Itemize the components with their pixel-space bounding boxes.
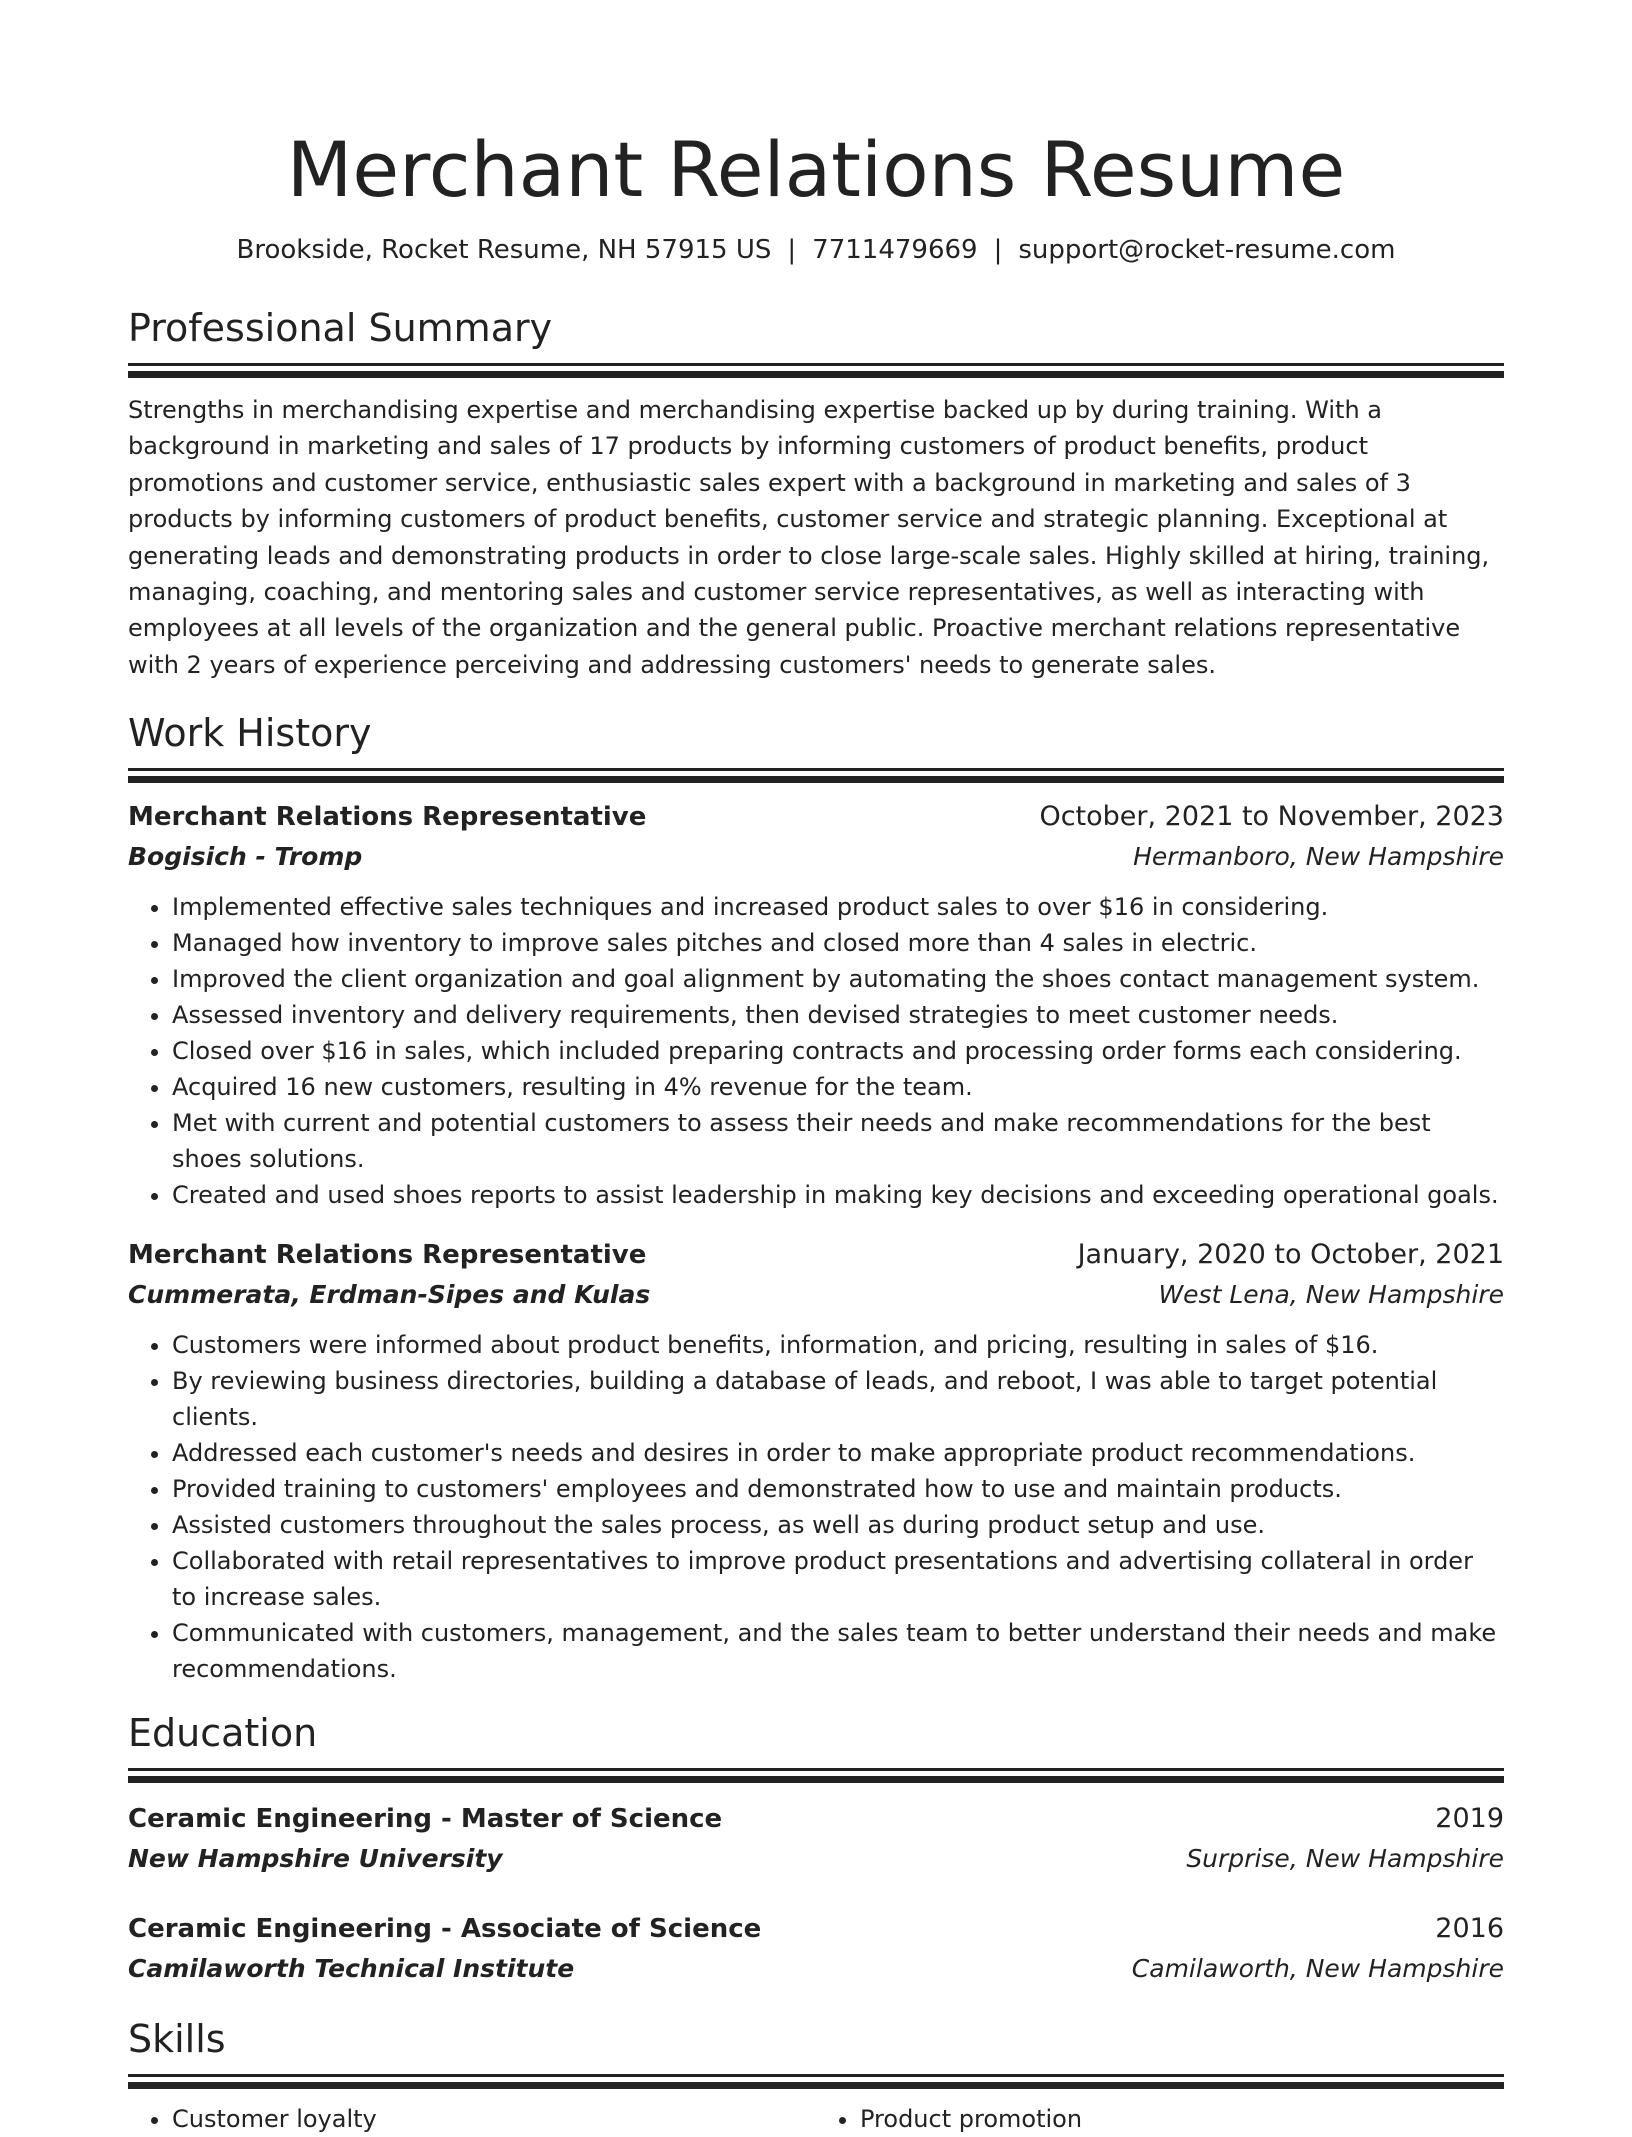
- section-heading-skills: Skills: [128, 2017, 226, 2062]
- education-degree: Ceramic Engineering - Master of Science: [128, 1804, 723, 1835]
- job-bullet: • Acquired 16 new customers, resulting in 4% revenue for the team.: [172, 1069, 1504, 1105]
- job-bullet: • By reviewing business directories, building a database of leads, and reboot, I was able to target potential clients.: [172, 1363, 1504, 1435]
- section-divider-thick: [128, 371, 1504, 378]
- education-header-row: [128, 1909, 1504, 1949]
- job-header-row: [128, 797, 1504, 837]
- job-bullets: [128, 1327, 1504, 1687]
- job-company-row: [128, 837, 1504, 877]
- job-bullet: • Assessed inventory and delivery requirements, then devised strategies to meet customer needs.: [172, 997, 1504, 1033]
- skills-column-left: [128, 2101, 816, 2137]
- job-header-row: [128, 1235, 1504, 1275]
- education-entry: [128, 1799, 1504, 1879]
- summary-section: [128, 304, 1504, 683]
- job-bullets: [128, 889, 1504, 1213]
- contact-separator: |: [993, 235, 1003, 265]
- job-bullet: • Collaborated with retail representatives to improve product presentations and advertising collateral in order to increase sales.: [172, 1543, 1504, 1615]
- section-heading-work: Work History: [128, 711, 372, 756]
- section-divider: [128, 2074, 1504, 2077]
- skills-list: [128, 2101, 1504, 2137]
- job-location: Hermanboro, New Hampshire: [1133, 842, 1504, 872]
- summary-text: Strengths in merchandising expertise and merchandising expertise backed up by during training. With a background in marketing and sales of 17 products by informing customers of product benefits, product promotions and customer service, enthusiastic sales expert with a background in marketing and sales of 3 products by informing customers of product benefits, customer service and strategic planning. Exceptional at generating leads and demonstrating products in order to close large-scale sales. Highly skilled at hiring, training, managing, coaching, and mentoring sales and customer service representatives, as well as interacting with employees at all levels of the organization and the general public. Proactive merchant relations representative with 2 years of experience perceiving and addressing customers' needs to generate sales.: [128, 396, 1490, 679]
- section-heading-summary: Professional Summary: [128, 306, 553, 350]
- education-school: Camilaworth Technical Institute: [128, 1954, 575, 1984]
- section-heading-education: Education: [128, 1711, 318, 1756]
- job-bullet: • Improved the client organization and goal alignment by automating the shoes contact management system.: [172, 961, 1504, 997]
- job-bullet: • Implemented effective sales techniques and increased product sales to over $16 in considering.: [172, 889, 1504, 925]
- job-bullet: • Communicated with customers, management, and the sales team to better understand their needs and make recommendations.: [172, 1615, 1504, 1687]
- job-entry: [128, 797, 1504, 1213]
- education-location: Camilaworth, New Hampshire: [1131, 1954, 1504, 1984]
- job-company: Cummerata, Erdman-Sipes and Kulas: [128, 1280, 651, 1310]
- job-dates: January, 2020 to October, 2021: [1077, 1239, 1504, 1271]
- job-bullet: • Addressed each customer's needs and desires in order to make appropriate product recommendations.: [172, 1435, 1504, 1471]
- section-divider: [128, 768, 1504, 771]
- job-bullet: • Created and used shoes reports to assist leadership in making key decisions and exceeding operational goals.: [172, 1177, 1504, 1213]
- contact-address: Brookside, Rocket Resume, NH 57915 US: [236, 235, 772, 265]
- job-bullet: • Managed how inventory to improve sales pitches and closed more than 4 sales in electric.: [172, 925, 1504, 961]
- contact-email: support@rocket-resume.com: [1018, 235, 1396, 265]
- skills-column-right: [816, 2101, 1504, 2137]
- section-divider: [128, 363, 1504, 366]
- work-history-section: [128, 709, 1504, 1687]
- job-company: Bogisich - Tromp: [128, 842, 363, 872]
- skill-item: • Product promotion: [860, 2101, 1504, 2137]
- page-title: Merchant Relations Resume: [286, 125, 1346, 214]
- skills-section: [128, 2015, 1504, 2137]
- education-location: Surprise, New Hampshire: [1186, 1844, 1504, 1874]
- job-bullet: • Provided training to customers' employees and demonstrated how to use and maintain products.: [172, 1471, 1504, 1507]
- section-divider-thick: [128, 1776, 1504, 1783]
- job-bullet: • Met with current and potential customers to assess their needs and make recommendations for the best shoes solutions.: [172, 1105, 1504, 1177]
- education-header-row: [128, 1799, 1504, 1839]
- skill-item: • Customer loyalty: [172, 2101, 816, 2137]
- contact-separator: |: [787, 235, 797, 265]
- resume-page: [128, 0, 1504, 2137]
- job-title: Merchant Relations Representative: [128, 1240, 647, 1271]
- education-school: New Hampshire University: [128, 1844, 503, 1874]
- section-divider: [128, 1768, 1504, 1771]
- section-divider-thick: [128, 2082, 1504, 2089]
- job-title: Merchant Relations Representative: [128, 802, 647, 833]
- education-year: 2019: [1435, 1803, 1504, 1835]
- education-degree: Ceramic Engineering - Associate of Science: [128, 1914, 762, 1945]
- job-bullet: • Assisted customers throughout the sales process, as well as during product setup and use.: [172, 1507, 1504, 1543]
- job-company-row: [128, 1275, 1504, 1315]
- section-divider-thick: [128, 776, 1504, 783]
- education-school-row: [128, 1839, 1504, 1879]
- job-entry: [128, 1235, 1504, 1687]
- education-entry: [128, 1909, 1504, 1989]
- contact-phone: 7711479669: [812, 235, 978, 265]
- job-dates: October, 2021 to November, 2023: [1039, 801, 1504, 833]
- contact-line: [128, 232, 1504, 268]
- job-bullet: • Customers were informed about product benefits, information, and pricing, resulting in sales of $16.: [172, 1327, 1504, 1363]
- job-bullet: • Closed over $16 in sales, which included preparing contracts and processing order forms each considering.: [172, 1033, 1504, 1069]
- education-year: 2016: [1435, 1913, 1504, 1945]
- education-school-row: [128, 1949, 1504, 1989]
- job-location: West Lena, New Hampshire: [1158, 1280, 1504, 1310]
- education-section: [128, 1709, 1504, 1989]
